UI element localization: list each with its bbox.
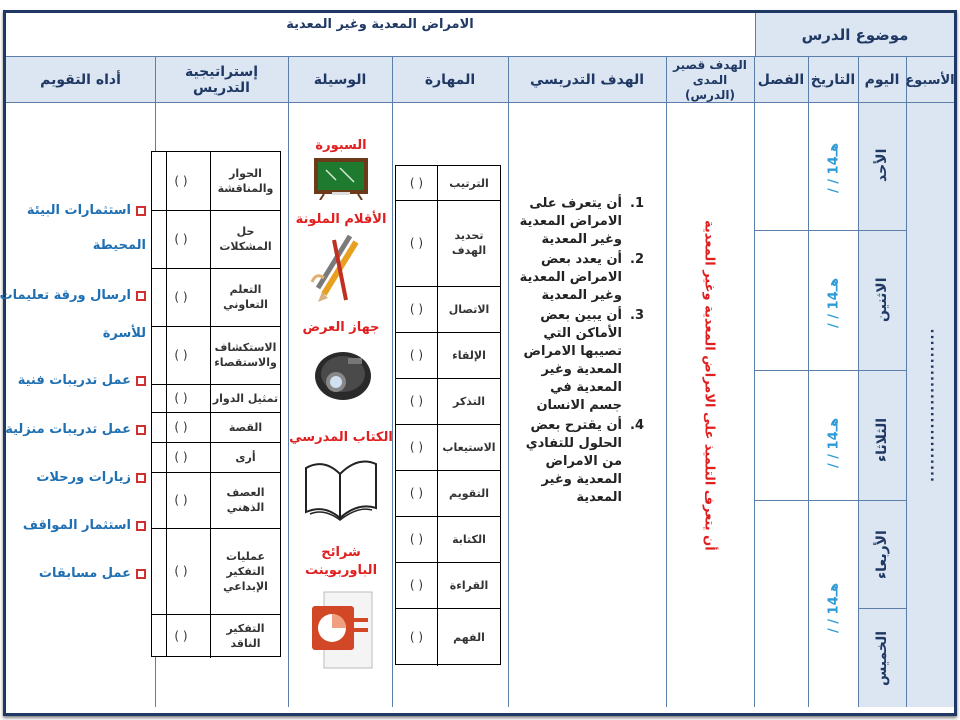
header-evaluation: أداه التقويم xyxy=(40,72,121,88)
skill-mark-field[interactable]: ( ) xyxy=(409,578,424,592)
grid-line xyxy=(754,57,755,707)
checkbox-icon[interactable] xyxy=(136,206,146,216)
header-day: اليوم xyxy=(864,72,900,88)
projector-icon xyxy=(312,338,374,408)
skill-mark-field[interactable]: ( ) xyxy=(409,176,424,190)
eval-item-send-sheet xyxy=(0,288,146,303)
header-date: التاريخ xyxy=(810,72,856,88)
objective-number: 2. xyxy=(630,252,644,267)
grid-line xyxy=(906,57,907,707)
eval-item-environment xyxy=(27,203,146,218)
checkbox-icon[interactable] xyxy=(136,425,146,435)
strategy-label: العصف الذهني xyxy=(210,472,280,528)
strategy-mark-field[interactable]: ( ) xyxy=(174,348,188,362)
date-monday: / / 14هـ xyxy=(826,277,842,328)
skill-label: الاستيعاب xyxy=(437,424,500,470)
grid-line xyxy=(508,57,509,707)
header-tool: الوسيلة xyxy=(313,72,367,88)
colored-pencils-icon xyxy=(306,232,366,304)
skill-label: الكتابة xyxy=(437,516,500,562)
day-divider xyxy=(754,230,906,231)
skill-mark-field[interactable]: ( ) xyxy=(409,302,424,316)
header-strategy: إستراتيجية التدريس xyxy=(184,64,259,96)
header-class: الفصل xyxy=(757,72,805,88)
skill-label: التذكر xyxy=(437,378,500,424)
objective-text: أن يعدد بعض الامراض المعدية وغير المعدية xyxy=(519,252,622,303)
eval-item-send-sheet-cont xyxy=(103,326,146,341)
skill-mark-field[interactable]: ( ) xyxy=(409,348,424,362)
strategy-mark-field[interactable]: ( ) xyxy=(174,232,188,246)
objectives-list xyxy=(516,195,644,509)
skill-mark-field[interactable]: ( ) xyxy=(409,486,424,500)
eval-item-technical xyxy=(18,373,146,388)
objective-item xyxy=(516,251,644,305)
header-short-goal xyxy=(666,57,754,103)
lesson-title: الامراض المعدية وغير المعدية xyxy=(286,16,474,32)
checkbox-icon[interactable] xyxy=(136,291,146,301)
strategy-mark-field[interactable]: ( ) xyxy=(174,290,188,304)
open-book-icon xyxy=(300,448,382,526)
week-value: .......................... xyxy=(922,327,938,483)
checkbox-icon[interactable] xyxy=(136,569,146,579)
header-skill: المهارة xyxy=(424,72,476,88)
strategy-mark-field[interactable]: ( ) xyxy=(174,391,188,405)
eval-item-contests xyxy=(39,566,146,581)
chalkboard-icon xyxy=(312,156,370,200)
column-divider xyxy=(166,152,167,656)
checkbox-icon[interactable] xyxy=(136,521,146,531)
skill-label: الترتيب xyxy=(437,166,500,200)
strategies-table xyxy=(151,151,281,657)
eval-item-situations xyxy=(23,518,146,533)
header-short-goal-line2: المدى (الدرس) xyxy=(685,72,735,102)
strategy-label: الحوار والمناقشة xyxy=(210,152,280,210)
strategy-label: عمليات التفكير الإبداعي xyxy=(210,528,280,614)
strategy-mark-field[interactable]: ( ) xyxy=(174,629,188,643)
day-thursday: الخميس xyxy=(874,630,890,686)
eval-item-environment-cont xyxy=(93,238,146,253)
date-wednesday: / / 14هـ xyxy=(826,582,842,633)
skill-mark-field[interactable]: ( ) xyxy=(409,532,424,546)
strategy-mark-field[interactable]: ( ) xyxy=(174,174,188,188)
day-tuesday: الثلاثاء xyxy=(874,417,890,463)
strategy-label: التعلم التعاوني xyxy=(210,268,280,326)
header-short-goal-line1: الهدف قصير xyxy=(673,57,747,72)
strategy-label: القصة xyxy=(210,412,280,442)
eval-text: عمل تدريبات فنية xyxy=(17,373,131,388)
eval-text: استثمار المواقف xyxy=(22,518,131,533)
objective-text: أن يبين بعض الأماكن التي تصيبها الامراض المعدية وغير المعدية في جسم الانسان xyxy=(523,308,622,413)
tool-label-board: السبورة xyxy=(315,138,367,153)
strategy-mark-field[interactable]: ( ) xyxy=(174,420,188,434)
skill-mark-field[interactable]: ( ) xyxy=(409,630,424,644)
short-goal xyxy=(664,150,754,620)
eval-text: زيارات ورحلات xyxy=(36,470,131,485)
skill-label: تحديد الهدف xyxy=(437,200,500,286)
eval-text: عمل تدريبات منزلية xyxy=(5,422,131,437)
day-sunday: الأحد xyxy=(874,148,890,182)
eval-item-trips xyxy=(36,470,146,485)
skill-label: الفهم xyxy=(437,608,500,666)
skill-label: الإلقاء xyxy=(437,332,500,378)
skill-mark-field[interactable]: ( ) xyxy=(409,440,424,454)
eval-text: للأسرة xyxy=(102,326,146,341)
grid-line xyxy=(288,57,289,707)
skill-label: التقويم xyxy=(437,470,500,516)
day-divider xyxy=(858,608,906,609)
checkbox-icon[interactable] xyxy=(136,473,146,483)
objective-text: أن يتعرف على الامراض المعدية وغير المعدية xyxy=(519,196,622,247)
grid-line xyxy=(808,57,809,707)
objective-number: 1. xyxy=(630,196,644,211)
eval-text: استثمارات البيئة xyxy=(26,203,131,218)
tool-label-powerpoint: شرائح الباوربوينت xyxy=(304,545,378,578)
objective-item xyxy=(516,307,644,415)
day-monday: الاثنين xyxy=(874,277,890,323)
tool-label-projector: جهاز العرض xyxy=(302,320,380,335)
day-wednesday: الأربعاء xyxy=(874,530,890,580)
tool-label-pens: الأقلام الملونة xyxy=(295,212,387,227)
eval-text: عمل مسابقات xyxy=(38,566,131,581)
objective-item xyxy=(516,417,644,507)
powerpoint-icon xyxy=(310,588,376,674)
grid-line xyxy=(858,57,859,707)
skill-label: القراءة xyxy=(437,562,500,608)
header-objective: الهدف التدريسي xyxy=(529,72,645,88)
header-week: الأسبوع xyxy=(905,72,955,88)
date-sunday: / / 14هـ xyxy=(826,142,842,193)
strategy-label: التفكير الناقد xyxy=(210,614,280,658)
checkbox-icon[interactable] xyxy=(136,376,146,386)
strategy-label: الاستكشاف والاستقصاء xyxy=(210,326,280,384)
objective-number: 3. xyxy=(630,308,644,323)
eval-text: ارسال ورقة تعليمات xyxy=(0,288,131,303)
strategy-label: أرى xyxy=(210,442,280,472)
strategy-mark-field[interactable]: ( ) xyxy=(174,450,188,464)
strategy-label: حل المشكلات xyxy=(210,210,280,268)
skill-mark-field[interactable]: ( ) xyxy=(409,394,424,408)
strategy-mark-field[interactable]: ( ) xyxy=(174,493,188,507)
strategy-mark-field[interactable]: ( ) xyxy=(174,564,188,578)
objective-number: 4. xyxy=(630,418,644,433)
skill-mark-field[interactable]: ( ) xyxy=(409,236,424,250)
strategy-label: تمثيل الدوار xyxy=(210,384,280,412)
day-divider xyxy=(754,500,906,501)
objective-item xyxy=(516,195,644,249)
short-goal-text: أن يتعرف التلميذ على الامراض المعدية وغير المعدية xyxy=(701,219,717,551)
skill-label: الاتصال xyxy=(437,286,500,332)
date-tuesday: / / 14هـ xyxy=(826,417,842,468)
topic-label: موضوع الدرس xyxy=(801,25,909,44)
eval-text: المحيطة xyxy=(92,238,146,253)
tool-label-textbook: الكتاب المدرسي xyxy=(289,430,393,445)
objective-text: أن يقترح بعض الحلول للتفادي من الامراض المعدية وغير المعدية xyxy=(525,418,622,505)
skills-table xyxy=(395,165,501,665)
eval-item-homework xyxy=(5,422,146,437)
day-divider xyxy=(754,370,906,371)
grid-line xyxy=(392,57,393,707)
